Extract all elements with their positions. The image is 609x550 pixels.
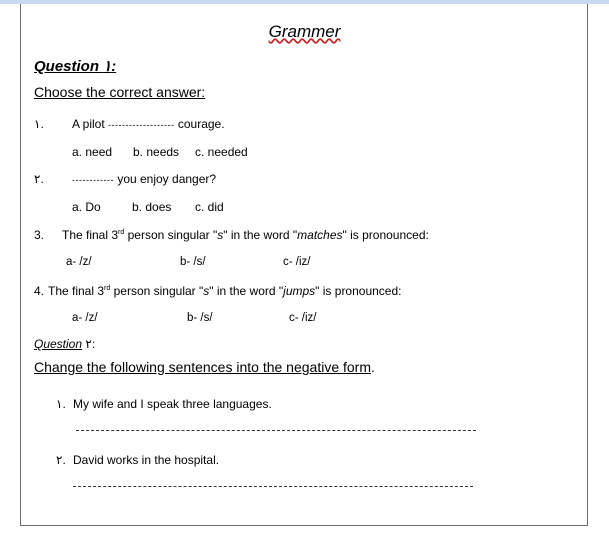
- q1-item2-option-c: c. did: [195, 200, 224, 214]
- q1-item2-number: ٢.: [34, 172, 44, 186]
- q2-item2-text: David works in the hospital.: [73, 453, 220, 467]
- q1-item4-option-b: b- /s/: [187, 312, 213, 324]
- question2-heading: Question ٢:: [34, 337, 96, 351]
- q1-item1-option-a: a. need: [72, 145, 113, 159]
- question1-instruction: Choose the correct answer:: [34, 84, 206, 100]
- question1-heading: Question ١:: [34, 58, 117, 75]
- q1-item1-option-c: c. needed: [195, 145, 248, 159]
- q1-item4-stem: The final 3rd person singular "s" in the word "jumps" is pronounced:: [48, 284, 402, 298]
- q2-item1-text: My wife and I speak three languages.: [73, 397, 272, 411]
- q2-item1-answer-line[interactable]: [76, 430, 476, 431]
- q1-item1-option-b: b. needs: [133, 145, 180, 159]
- q1-item1-number: ١.: [34, 117, 44, 131]
- q2-item1-number: ١.: [56, 397, 66, 411]
- q1-item4-number: 4.: [34, 284, 45, 298]
- q1-item2-stem: ------------ you enjoy danger?: [72, 172, 217, 186]
- question2-instruction: Change the following sentences into the negative form.: [34, 359, 375, 375]
- q1-item4-option-c: c- /iz/: [289, 312, 317, 324]
- q2-item2-number: ٢.: [56, 453, 66, 467]
- q1-item3-option-a: a- /z/: [66, 256, 92, 268]
- q1-item2-option-a: a. Do: [72, 200, 101, 214]
- page-title: Grammer: [268, 22, 341, 41]
- q1-item3-number: 3.: [34, 228, 45, 242]
- q1-item2-option-b: b. does: [132, 200, 172, 214]
- q1-item3-stem: The final 3rd person singular "s" in the word "matches" is pronounced:: [62, 228, 429, 242]
- q1-item1-stem: A pilot ------------------- courage.: [72, 117, 225, 131]
- q1-item4-option-a: a- /z/: [72, 312, 98, 324]
- q1-item3-option-b: b- /s/: [180, 256, 206, 268]
- q2-item2-answer-line[interactable]: [73, 486, 473, 487]
- q1-item3-option-c: c- /iz/: [283, 256, 311, 268]
